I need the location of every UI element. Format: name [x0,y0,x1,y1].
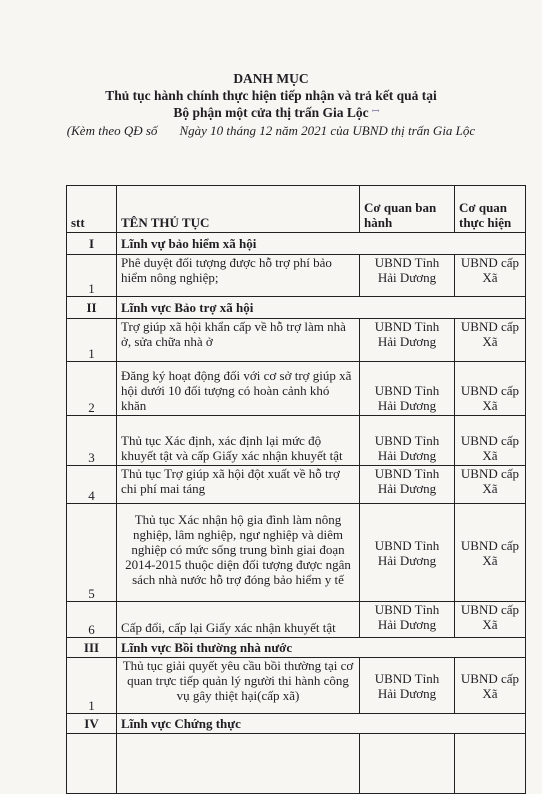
issuing-agency [360,734,455,794]
attachment-date: Ngày 10 tháng 12 năm 2021 của UBND thị trấn Gia Lộc [179,123,476,138]
executing-agency: UBND cấp Xã [455,602,526,638]
section-title: Lĩnh vực Chứng thực [117,714,526,734]
executing-agency: UBND cấp Xã [455,362,526,416]
table-row [67,602,526,638]
table-row [67,416,526,466]
table-row [67,319,526,362]
procedure-name: Thủ tục Trợ giúp xã hội đột xuất về hỗ trợ chi phí mai táng [117,466,360,504]
section-row [67,297,526,319]
issuing-agency: UBND Tỉnh Hải Dương [360,504,455,602]
document-subtitle-1: Thủ tục hành chính thực hiện tiếp nhận và trả kết quả tại [105,88,437,103]
row-stt: 5 [67,504,117,602]
issuing-agency: UBND Tỉnh Hải Dương [360,602,455,638]
section-row [67,233,526,255]
issuing-agency: UBND Tỉnh Hải Dương [360,255,455,297]
procedure-name: Trợ giúp xã hội khẩn cấp về hỗ trợ làm nhà ở, sửa chữa nhà ở [117,319,360,362]
procedure-table [66,185,526,794]
procedure-name: Thủ tục Xác nhận hộ gia đình làm nông nghiệp, lâm nghiệp, ngư nghiệp và diêm nghiệp có mức sống trung bình giai đoạn 2014-2015 thuộc diện đối tượng được ngân sách nhà nước hỗ trợ đóng bảo hiểm y tế [117,504,360,602]
row-stt: 1 [67,319,117,362]
section-number: I [67,233,117,255]
section-title: Lĩnh vực Bồi thường nhà nước [117,638,526,658]
executing-agency: UBND cấp Xã [455,319,526,362]
issuing-agency: UBND Tỉnh Hải Dương [360,466,455,504]
header-issuing-agency: Cơ quan ban hành [360,186,455,233]
issuing-agency: UBND Tỉnh Hải Dương [360,658,455,714]
signature-mark: ꟷ [372,107,380,117]
section-title: Lĩnh vự bảo hiểm xã hội [117,233,526,255]
procedure-name: Thủ tục Xác định, xác định lại mức độ khuyết tật và cấp Giấy xác nhận khuyết tật [117,416,360,466]
executing-agency: UBND cấp Xã [455,658,526,714]
row-stt: 1 [67,255,117,297]
document-header [0,70,542,139]
row-stt: 4 [67,466,117,504]
executing-agency: UBND cấp Xã [455,255,526,297]
section-number: IV [67,714,117,734]
section-number: II [67,297,117,319]
procedure-name [117,734,360,794]
row-stt: 6 [67,602,117,638]
table-row [67,658,526,714]
procedure-name: Đăng ký hoạt động đối với cơ sở trợ giúp xã hội dưới 10 đối tượng có hoàn cảnh khó khăn [117,362,360,416]
table-row [67,504,526,602]
header-stt: stt [67,186,117,233]
header-procedure-name: TÊN THỦ TỤC [117,186,360,233]
table-row [67,466,526,504]
document-title: DANH MỤC [233,71,309,86]
attachment-decision: (Kèm theo QĐ số [66,123,158,138]
row-stt: 2 [67,362,117,416]
table-row [67,255,526,297]
issuing-agency: UBND Tỉnh Hải Dương [360,319,455,362]
table-header-row [67,186,526,233]
section-title: Lĩnh vực Bảo trợ xã hội [117,297,526,319]
row-stt: 3 [67,416,117,466]
table-row [67,362,526,416]
attachment-note [0,122,542,139]
procedure-name: Cấp đổi, cấp lại Giấy xác nhận khuyết tật [117,602,360,638]
document-subtitle-2: Bộ phận một cửa thị trấn Gia Lộc [173,105,369,120]
issuing-agency: UBND Tỉnh Hải Dương [360,416,455,466]
section-number: III [67,638,117,658]
executing-agency: UBND cấp Xã [455,504,526,602]
header-executing-agency: Cơ quan thực hiện [455,186,526,233]
executing-agency [455,734,526,794]
section-row [67,714,526,734]
procedure-name: Thủ tục giải quyết yêu cầu bồi thường tại cơ quan trực tiếp quản lý người thi hành công vụ gây thiệt hại(cấp xã) [117,658,360,714]
section-row [67,638,526,658]
procedure-name: Phê duyệt đối tượng được hỗ trợ phí bảo hiểm nông nghiệp; [117,255,360,297]
row-stt: 1 [67,658,117,714]
row-stt [67,734,117,794]
issuing-agency: UBND Tỉnh Hải Dương [360,362,455,416]
executing-agency: UBND cấp Xã [455,466,526,504]
table-row [67,734,526,794]
executing-agency: UBND cấp Xã [455,416,526,466]
